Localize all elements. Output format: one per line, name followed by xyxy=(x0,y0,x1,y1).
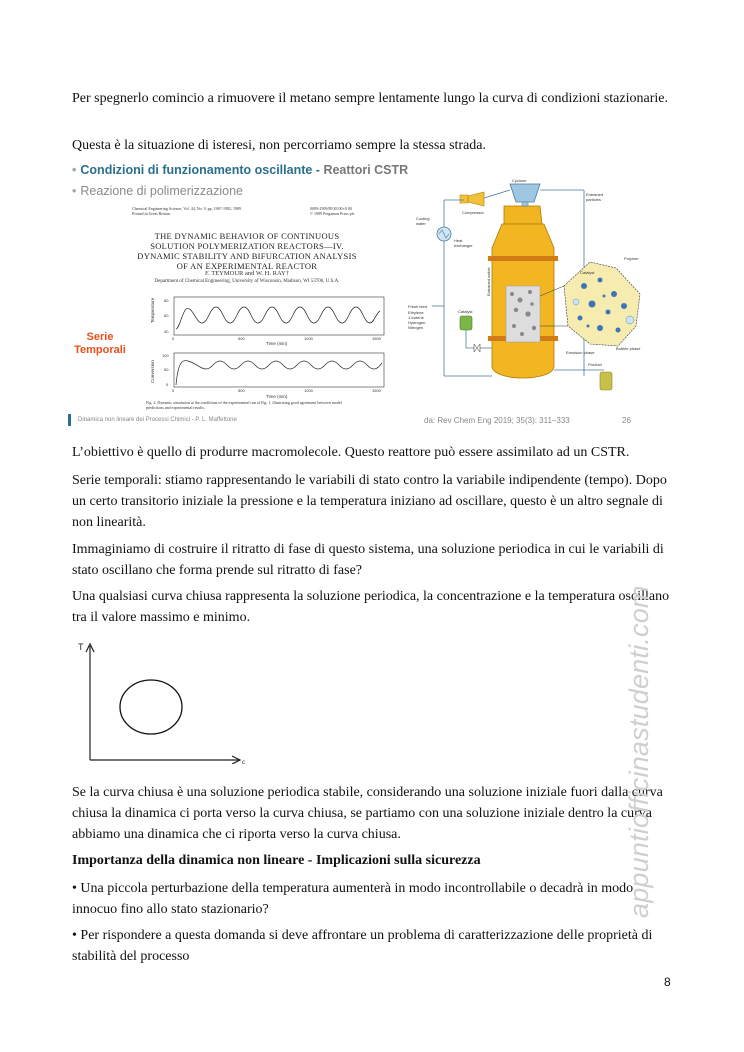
watermark xyxy=(608,540,668,920)
figure-caption: Fig. 2. Dynamic simulation at the conditions of the experimental run of Fig. 1, illustrating good agreement between model predictions and experimental results. xyxy=(146,400,342,410)
label-entrained-solids: Entrained solids xyxy=(486,267,491,296)
label-feed-gas: Fresh feed Ethylene 1-butene Hydrogen Nitrogen xyxy=(408,304,428,330)
label-catalyst-feed: Catalyst xyxy=(458,309,473,314)
heading-dinamica-non-lineare: Importanza della dinamica non lineare - Implicazioni sulla sicurezza xyxy=(72,853,481,868)
plot2-xtick-2: 500 xyxy=(238,388,245,393)
conversion-plot xyxy=(150,353,384,399)
paragraph-serie-temporali: Serie temporali: stiamo rappresentando le variabili di stato contro la variabile indipendente (tempo). Dopo un certo transitorio iniziale la pressione e la temperatura iniziano ad oscillare, questo è un altro segnale di non linearità. xyxy=(72,473,667,530)
paper-authors: F. TEYMOUR and W. H. RAY† xyxy=(205,270,289,277)
plot1-xlabel: Time (min) xyxy=(266,341,288,346)
slide-page-number: 26 xyxy=(622,416,631,425)
time-series-plots xyxy=(146,293,396,401)
phase-x-label: c xyxy=(242,760,245,764)
page-number: 8 xyxy=(664,975,671,989)
slide-footer-course: Dinamica non lineare dei Processi Chimici - P. L. Maffettone xyxy=(78,417,237,423)
plot2-ytick-2: 50 xyxy=(164,367,169,372)
heat-exchanger xyxy=(416,216,473,248)
paragraph-obiettivo: L’obiettivo è quello di produrre macromolecole. Questo reattore può essere assimilato ad un CSTR. xyxy=(72,445,630,460)
slide-bullet-polimerizzazione: • Reazione di polimerizzazione xyxy=(72,184,243,198)
slide-bullet-oscillante: • Condizioni di funzionamento oscillante - Reattori CSTR xyxy=(72,163,409,177)
slide-footer-source: da: Rev Chem Eng 2019; 35(3): 311–333 xyxy=(424,416,570,425)
plot2-ytick-3: 0 xyxy=(166,382,169,387)
plot2-xtick-1: 0 xyxy=(172,388,175,393)
plot1-xtick-1: 0 xyxy=(172,336,175,341)
phase-y-label: T xyxy=(78,642,84,652)
product-tank xyxy=(554,362,612,390)
reactor-vessel xyxy=(488,206,558,378)
plot1-ytick-1: 80 xyxy=(164,298,169,303)
serie-temporali-label: Serie Temporali xyxy=(74,331,126,356)
label-compressor: Compressor xyxy=(462,210,484,215)
label-cyclone: Cyclone xyxy=(512,178,527,183)
label-cooling-water: Cooling water xyxy=(416,216,430,226)
fluidized-bed-reactor-diagram xyxy=(404,176,648,410)
bullet-perturbazione: • Una piccola perturbazione della temperatura aumenterà in modo incontrollabile o decadrà in modo innocuo fino allo stato stazionario? xyxy=(72,881,634,917)
phase-portrait-sketch xyxy=(74,638,254,764)
limit-cycle xyxy=(120,680,182,734)
plot1-ytick-2: 60 xyxy=(164,313,169,318)
label-emulsion: Emulsion phase xyxy=(566,350,595,355)
lecture-slide xyxy=(66,158,648,432)
plot2-ylabel: Conversion xyxy=(150,360,155,383)
paper-title: THE DYNAMIC BEHAVIOR OF CONTINUOUS SOLUTION POLYMERIZATION REACTORS—IV. DYNAMIC STABILITY AND BIFURCATION ANALYSIS OF AN EXPERIMENTAL REACTOR xyxy=(137,231,357,271)
catalyst-feeder xyxy=(458,309,492,352)
watermark-text: appuntiofficinastudenti.com xyxy=(624,585,654,918)
journal-copyright: 0009-2509/89 $3.00+0.00 © 1989 Pergamon Press plc xyxy=(310,206,355,216)
slide-footer-bar xyxy=(68,414,71,426)
journal-reference: Chemical Engineering Science, Vol. 44, No. 9, pp. 1967-1982, 1989 Printed in Great Britain. xyxy=(132,206,241,216)
compressor xyxy=(460,192,484,215)
plot2-xlabel: Time (min) xyxy=(266,394,288,399)
label-polymer: Polymer xyxy=(624,256,639,261)
plot1-ytick-3: 40 xyxy=(164,329,169,334)
label-catalyst-inset: Catalyst xyxy=(580,270,595,275)
label-entrained: Entrained particles xyxy=(586,192,604,202)
plot2-ytick-1: 100 xyxy=(162,353,169,358)
label-heat-exchanger: Heat exchanger xyxy=(454,238,473,248)
paragraph-isteresi: Questa è la situazione di isteresi, non percorriamo sempre la stessa strada. xyxy=(72,138,487,153)
temperature-plot xyxy=(150,297,384,346)
plot1-xtick-4: 1500 xyxy=(372,336,381,341)
plot1-xtick-2: 500 xyxy=(238,336,245,341)
paragraph-stabilita: Se la curva chiusa è una soluzione periodica stabile, considerando una soluzione iniziale fuori dalla curva chiusa la dinamica ci porta verso la curva chiusa, se partiamo con una soluzione iniziale dentro la curva abbiamo una dinamica che ci riporta verso la curva chiusa. xyxy=(72,785,663,842)
plot1-xtick-3: 1000 xyxy=(304,336,313,341)
plot2-xtick-3: 1000 xyxy=(304,388,313,393)
paragraph-spegnimento: Per spegnerlo comincio a rimuovere il metano sempre lentamente lungo la curva di condizioni stazionarie. xyxy=(72,91,668,106)
label-bubble: Bubble phase xyxy=(616,346,641,351)
cyclone xyxy=(510,178,540,206)
label-product: Product xyxy=(588,362,602,367)
bullet-stabilita-processo: • Per rispondere a questa domanda si deve affrontare un problema di caratterizzazione delle proprietà di stabilità del processo xyxy=(72,928,653,964)
paragraph-ritratto-fase: Immaginiamo di costruire il ritratto di fase di questo sistema, una soluzione periodica in cui le variabili di stato oscillano che forma prende sul ritratto di fase? xyxy=(72,542,664,578)
paper-department: Department of Chemical Engineering, University of Wisconsin, Madison, WI 53706, U.S.A. xyxy=(154,279,340,284)
plot1-ylabel: Temperature xyxy=(150,297,155,323)
plot2-xtick-4: 1500 xyxy=(372,388,381,393)
paragraph-curva-chiusa: Una qualsiasi curva chiusa rappresenta la soluzione periodica, la concentrazione e la temperatura oscillano tra il valore massimo e minimo. xyxy=(72,589,670,625)
